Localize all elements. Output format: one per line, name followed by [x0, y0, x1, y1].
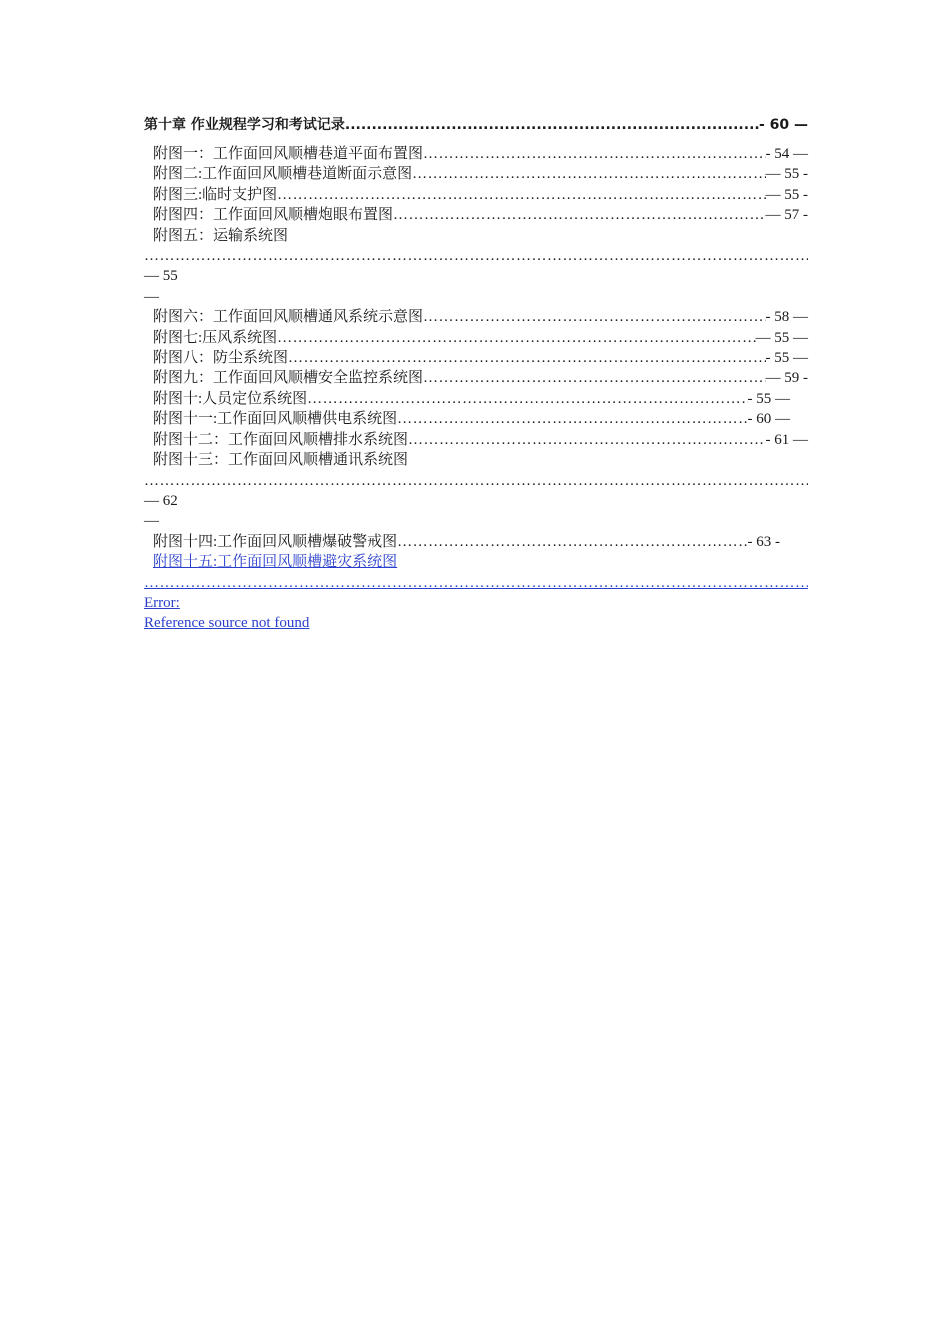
toc-item-label: 附图十四:工作面回风顺槽爆破警戒图 — [153, 533, 398, 550]
toc-item-page: — 55 - — [765, 166, 808, 183]
toc-item-figure-7[interactable] — [144, 328, 808, 348]
toc-item-label: 附图十一:工作面回风顺槽供电系统图 — [153, 411, 398, 428]
toc-item-figure-6[interactable] — [144, 307, 808, 327]
toc-item-figure-13[interactable] — [144, 450, 808, 532]
toc-item-label: 附图一：工作面回风顺槽巷道平面布置图 — [153, 146, 424, 162]
toc-leader-dots — [393, 205, 765, 225]
toc-leader-dots — [423, 368, 765, 388]
table-of-contents — [144, 115, 808, 634]
toc-item-figure-15-link[interactable] — [144, 552, 808, 634]
toc-leader-dots — [408, 430, 765, 450]
toc-leader-dots — [397, 532, 747, 552]
toc-item-page: — 55 - — [765, 186, 808, 203]
toc-leader-dots — [144, 573, 808, 593]
toc-item-label: 附图七:压风系统图 — [153, 329, 278, 346]
toc-item-page-continuation: — — [144, 288, 159, 305]
toc-item-figure-4[interactable] — [144, 205, 808, 225]
toc-item-figure-1[interactable] — [144, 144, 808, 164]
toc-item-page: - 54 — — [765, 146, 808, 162]
toc-item-label: 附图十五:工作面回风顺槽避灾系统图 — [153, 554, 398, 571]
toc-item-figure-12[interactable] — [144, 430, 808, 450]
toc-heading-chapter-10[interactable] — [144, 115, 808, 135]
toc-leader-dots — [412, 164, 765, 184]
toc-item-figure-14[interactable] — [144, 532, 808, 552]
toc-item-label: 附图八：防尘系统图 — [153, 350, 289, 367]
toc-item-page: — 55 — — [755, 329, 808, 346]
toc-item-label: 附图六：工作面回风顺槽通风系统示意图 — [153, 309, 424, 326]
toc-leader-dots — [423, 144, 765, 164]
toc-item-page: — 57 - — [765, 207, 808, 224]
toc-leader-dots — [144, 471, 808, 491]
toc-leader-dots — [144, 246, 808, 266]
toc-item-label: 附图十二：工作面回风顺槽排水系统图 — [153, 431, 409, 448]
toc-item-page: — 59 - — [765, 370, 808, 387]
toc-item-page-continuation: — — [144, 513, 159, 530]
toc-item-page: — 55 — [144, 268, 178, 285]
toc-leader-dots — [345, 115, 759, 135]
toc-item-figure-8[interactable] — [144, 348, 808, 368]
toc-leader-dots — [307, 389, 747, 409]
toc-item-page: - 55 — — [765, 350, 808, 367]
toc-item-figure-2[interactable] — [144, 164, 808, 184]
toc-item-page: — 62 — [144, 492, 178, 509]
toc-item-label: 附图九：工作面回风顺槽安全监控系统图 — [153, 370, 424, 387]
toc-item-label: 附图十:人员定位系统图 — [153, 390, 308, 407]
toc-heading-label: 第十章 作业规程学习和考试记录 — [144, 117, 345, 133]
toc-item-page: Error: — [144, 594, 180, 611]
toc-leader-dots — [397, 409, 747, 429]
toc-item-figure-5[interactable] — [144, 226, 808, 308]
toc-item-label: 附图四：工作面回风顺槽炮眼布置图 — [153, 207, 394, 224]
toc-leader-dots — [277, 185, 765, 205]
toc-item-figure-3[interactable] — [144, 185, 808, 205]
toc-item-label: 附图二:工作面回风顺槽巷道断面示意图 — [153, 166, 413, 183]
toc-item-label: 附图十三：工作面回风顺槽通讯系统图 — [153, 452, 409, 469]
toc-item-figure-9[interactable] — [144, 368, 808, 388]
toc-item-label: 附图三:临时支护图 — [153, 186, 278, 203]
toc-heading-page: - 60 — — [758, 117, 808, 133]
toc-item-page: - 63 - — [747, 533, 780, 550]
toc-leader-dots — [288, 348, 765, 368]
toc-item-label: 附图五：运输系统图 — [153, 227, 289, 244]
toc-item-page: - 58 — — [765, 309, 808, 326]
toc-item-figure-10[interactable] — [144, 389, 808, 409]
toc-item-page: - 60 — — [747, 411, 790, 428]
reference-error-text: Reference source not found — [144, 615, 310, 632]
toc-item-page: - 55 — — [747, 390, 790, 407]
toc-item-page: - 61 — — [765, 431, 808, 448]
toc-leader-dots — [423, 307, 765, 327]
toc-item-figure-11[interactable] — [144, 409, 808, 429]
toc-leader-dots — [277, 328, 755, 348]
